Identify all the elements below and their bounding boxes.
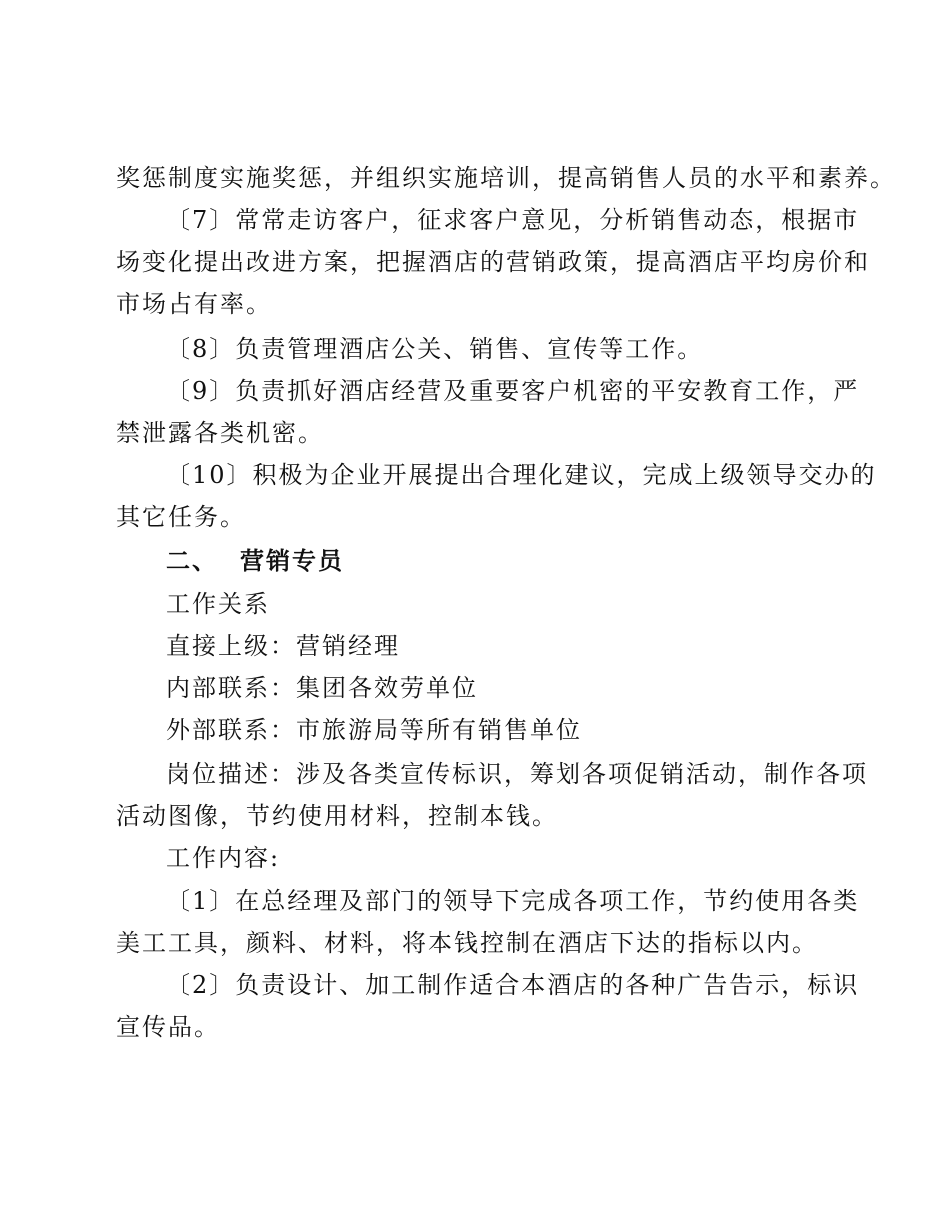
paragraph-line: 活动图像，节约使用材料，控制本钱。 [116,802,558,830]
paragraph-line: 〔10〕积极为企业开展提出合理化建议，完成上级领导交办的 [166,461,877,489]
paragraph-line: 工作关系 [166,590,270,618]
paragraph-line: 〔7〕常常走访客户，征求客户意见，分析销售动态，根据市 [166,206,860,234]
paragraph-line: 美工工具，颜料、材料，将本钱控制在酒店下达的指标以内。 [116,929,818,957]
paragraph-line: 〔9〕负责抓好酒店经营及重要客户机密的平安教育工作，严 [166,377,860,405]
paragraph-line: 外部联系：市旅游局等所有销售单位 [166,716,582,744]
paragraph-line: 内部联系：集团各效劳单位 [166,674,478,702]
paragraph-line: 〔8〕负责管理酒店公关、销售、宣传等工作。 [166,335,704,363]
section-number: 二、 [166,546,218,575]
paragraph-line: 禁泄露各类机密。 [116,419,324,447]
paragraph-line: 市场占有率。 [116,290,272,318]
paragraph-line: 直接上级：营销经理 [166,632,400,660]
paragraph-line: 工作内容: [166,844,281,872]
paragraph-line: 场变化提出改进方案，把握酒店的营销政策，提高酒店平均房价和 [116,248,870,276]
paragraph-line: 宣传品。 [116,1013,220,1041]
paragraph-line: 〔2〕负责设计、加工制作适合本酒店的各种广告告示，标识 [166,971,860,999]
paragraph-line: 〔1〕在总经理及部门的领导下完成各项工作，节约使用各类 [166,887,860,915]
section-heading: 营销专员 [240,546,344,575]
paragraph-line: 岗位描述：涉及各类宣传标识，筹划各项促销活动，制作各项 [166,760,868,788]
paragraph-line: 奖惩制度实施奖惩，并组织实施培训，提高销售人员的水平和素养。 [116,164,896,192]
paragraph-line: 其它任务。 [116,503,246,531]
